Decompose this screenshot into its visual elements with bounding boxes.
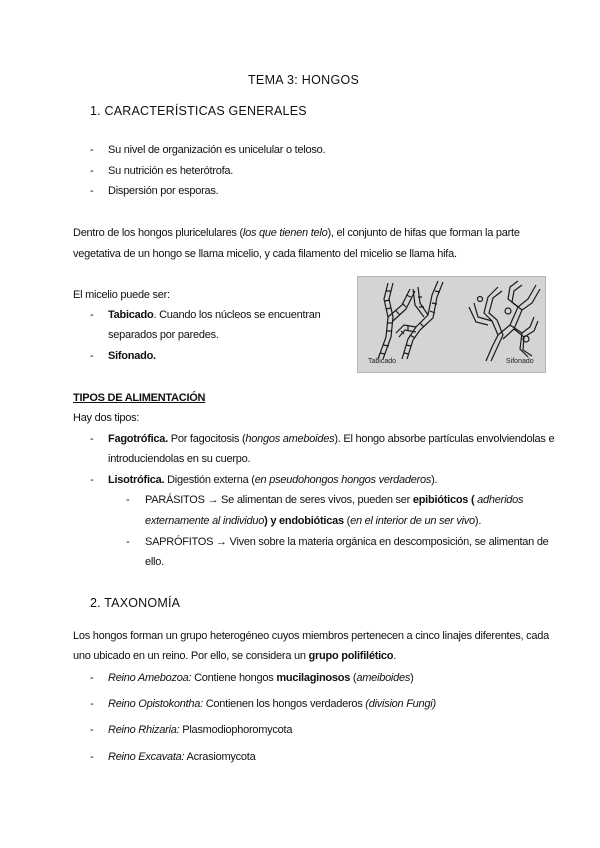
reino-item: Reino Excavata: Acrasiomycota xyxy=(108,751,256,763)
bullet-text: Dispersión por esporas. xyxy=(108,185,219,197)
bullet-dash: - xyxy=(90,433,94,445)
section-heading-caracteristicas: 1. CARACTERÍSTICAS GENERALES xyxy=(90,104,307,118)
reino-item: Reino Rhizaria: Plasmodiophoromycota xyxy=(108,724,293,736)
bullet-dash: - xyxy=(90,185,94,197)
bullet-text: Lisotrófica. Digestión externa (en pseudohongos hongos verdaderos). xyxy=(108,474,438,486)
section-heading-taxonomia: 2. TAXONOMÍA xyxy=(90,596,181,610)
bullet-text: Sifonado. xyxy=(108,350,156,362)
bullet-dash: - xyxy=(90,724,94,736)
bullet-text: introduciendolas en su cuerpo. xyxy=(108,453,251,465)
micelio-intro: El micelio puede ser: xyxy=(73,289,170,301)
bullet-dash: - xyxy=(90,698,94,710)
paragraph-line: uno ubicado en un reino. Por ello, se considera un grupo polifilético. xyxy=(73,650,397,662)
bullet-text: Fagotrófica. Por fagocitosis (hongos ameboides). El hongo absorbe partículas envolviendolas e xyxy=(108,433,555,445)
bullet-dash: - xyxy=(90,165,94,177)
bullet-dash: - xyxy=(90,751,94,763)
bullet-text: ello. xyxy=(145,556,164,568)
bullet-dash: - xyxy=(90,144,94,156)
section-heading-alimentacion: TIPOS DE ALIMENTACIÓN xyxy=(73,392,206,404)
bullet-text: externamente al individuo) y endobióticas (en el interior de un ser vivo). xyxy=(145,515,482,527)
alimentacion-intro: Hay dos tipos: xyxy=(73,412,140,424)
bullet-text: Su nivel de organización es unicelular o teloso. xyxy=(108,144,326,156)
bullet-text: Su nutrición es heterótrofa. xyxy=(108,165,234,177)
paragraph-line: Los hongos forman un grupo heterogéneo cuyos miembros pertenecen a cinco linajes diferentes, cada xyxy=(73,630,549,642)
bullet-text: PARÁSITOS → Se alimentan de seres vivos, pueden ser epibióticos ( adheridos xyxy=(145,494,524,506)
bullet-text: Tabicado. Cuando los núcleos se encuentran xyxy=(108,309,321,321)
reino-item: Reino Amebozoa: Contiene hongos mucilaginosos (ameiboides) xyxy=(108,672,414,684)
bullet-dash: - xyxy=(126,536,130,548)
paragraph-line: vegetativa de un hongo se llama micelio, y cada filamento del micelio se llama hifa. xyxy=(73,248,457,260)
bullet-text: SAPRÓFITOS → Viven sobre la materia orgánica en descomposición, se alimentan de xyxy=(145,536,549,548)
page-title: TEMA 3: HONGOS xyxy=(248,73,360,87)
bullet-dash: - xyxy=(90,672,94,684)
bullet-dash: - xyxy=(90,309,94,321)
paragraph-line: Dentro de los hongos pluricelulares (los que tienen telo), el conjunto de hifas que forman la parte xyxy=(73,227,520,239)
bullet-dash: - xyxy=(90,350,94,362)
hyphae-figure xyxy=(357,276,546,373)
reino-item: Reino Opistokontha: Contienen los hongos verdaderos (division Fungi) xyxy=(108,698,436,710)
figure-label-tabicado: Tabicado xyxy=(368,358,397,365)
bullet-text: separados por paredes. xyxy=(108,329,219,341)
bullet-dash: - xyxy=(126,494,130,506)
figure-label-sifonado: Sifonado xyxy=(506,358,534,365)
bullet-dash: - xyxy=(90,474,94,486)
